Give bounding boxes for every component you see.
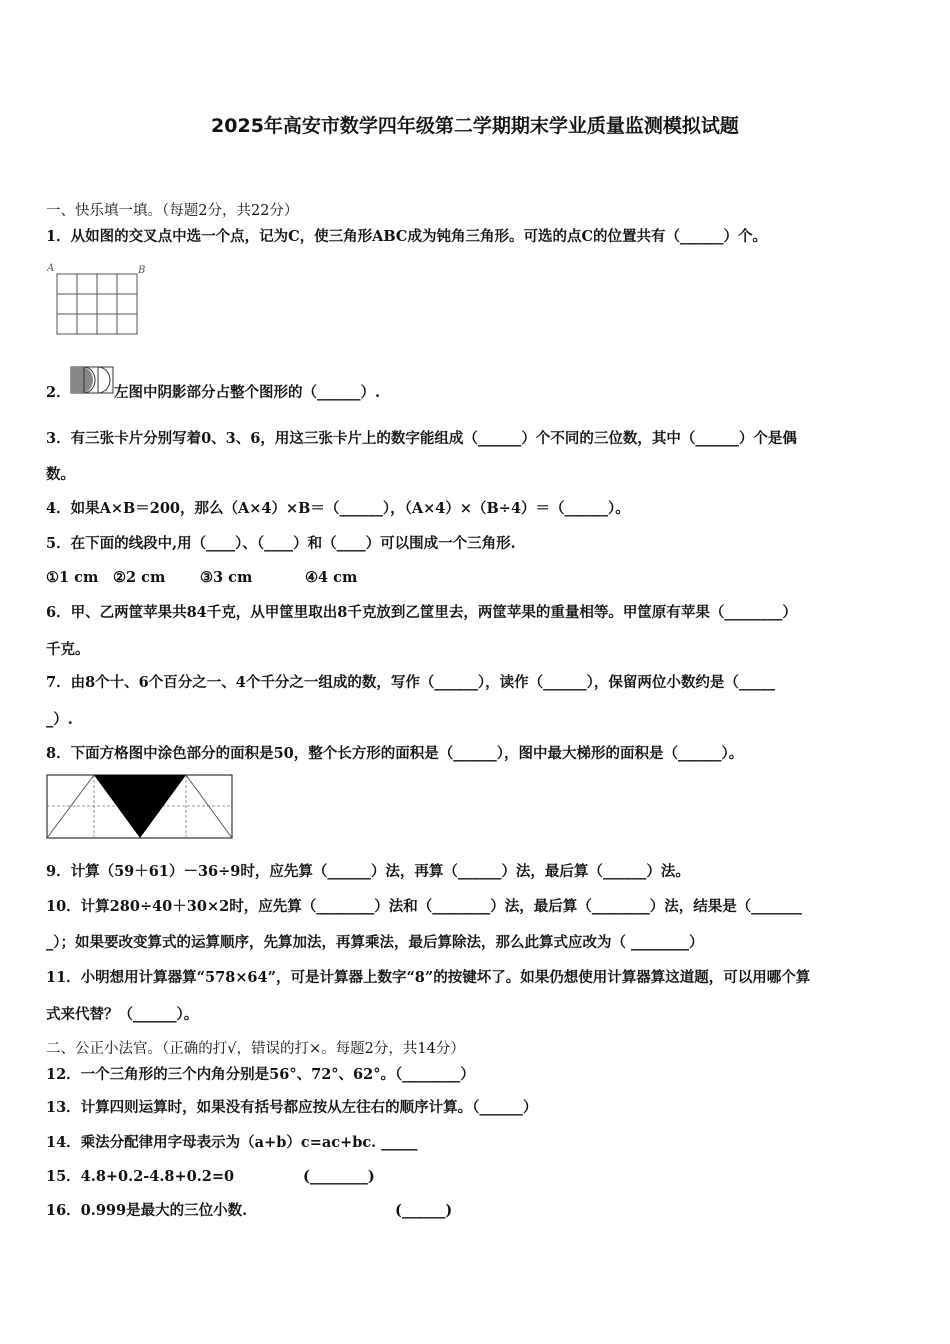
question-11-line1: 11．小明想用计算器算“578×64”，可是计算器上数字“8”的按键坏了。如果仍想使用计算器算这道题，可以用哪个算 xyxy=(46,969,811,986)
question-16: 16．0.999是最大的三位小数. xyxy=(46,1202,248,1219)
question-16-blank: (______) xyxy=(395,1202,453,1219)
option-4: ④4 cm xyxy=(305,569,358,586)
question-10-line2: _）；如果要改变算式的运算顺序，先算加法，再算乘法，最后算除法，那么此算式应改为（ ________） xyxy=(46,934,704,951)
question-2: 左图中阴影部分占整个图形的（______）. xyxy=(114,384,381,401)
grid-figure xyxy=(46,260,146,338)
question-4: 4．如果A×B＝200，那么（A×4）×B＝（______），（A×4）×（B÷4）＝（______）。 xyxy=(46,500,630,517)
rectangle-figure xyxy=(46,774,234,840)
section-2-heading: 二、公正小法官。（正确的打√，错误的打×。每题2分，共14分） xyxy=(46,1041,465,1057)
question-11-line2: 式来代替？（______）。 xyxy=(46,1006,199,1023)
section-1-heading: 一、快乐填一填。（每题2分，共22分） xyxy=(46,203,299,219)
question-2-number: 2． xyxy=(46,384,71,401)
question-1: 1．从如图的交叉点中选一个点，记为C，使三角形ABC成为钝角三角形。可选的点C的位置共有（______）个。 xyxy=(46,228,767,245)
question-7-line1: 7．由8个十、6个百分之一、4个千分之一组成的数，写作（______），读作（______），保留两位小数约是（_____ xyxy=(46,674,776,691)
question-8: 8．下面方格图中涂色部分的面积是50，整个长方形的面积是（______），图中最大梯形的面积是（______）。 xyxy=(46,745,744,762)
question-7-line2: _）. xyxy=(46,711,73,728)
question-5: 5．在下面的线段中,用（____）、（____）和（____）可以围成一个三角形. xyxy=(46,535,516,552)
question-9: 9．计算（59＋61）－36÷9时，应先算（______）法，再算（______）法，最后算（______）法。 xyxy=(46,863,690,880)
question-12: 12．一个三角形的三个内角分别是56°、72°、62°。（________） xyxy=(46,1066,475,1083)
option-3: ③3 cm xyxy=(200,569,253,586)
question-3-line2: 数。 xyxy=(46,466,75,483)
question-15: 15．4.8+0.2-4.8+0.2=0 xyxy=(46,1168,235,1185)
question-15-blank: (________) xyxy=(303,1168,375,1185)
question-14: 14．乘法分配律用字母表示为（a+b）c=ac+bc. _____ xyxy=(46,1134,418,1151)
question-10-line1: 10．计算280÷40＋30×2时，应先算（________）法和（________）法，最后算（________）法，结果是（_______ xyxy=(46,898,802,915)
page-title: 2025年高安市数学四年级第二学期期末学业质量监测模拟试题 xyxy=(211,115,739,137)
question-3-line1: 3．有三张卡片分别写着0、3、6，用这三张卡片上的数字能组成（______）个不同的三位数，其中（______）个是偶 xyxy=(46,430,797,447)
option-2: ②2 cm xyxy=(113,569,166,586)
label-a: A xyxy=(47,263,55,274)
question-6-line1: 6．甲、乙两筐苹果共84千克，从甲筐里取出8千克放到乙筐里去，两筐苹果的重量相等。甲筐原有苹果（________） xyxy=(46,604,797,621)
question-6-line2: 千克。 xyxy=(46,641,90,658)
question-13: 13．计算四则运算时，如果没有括号都应按从左往右的顺序计算。（______） xyxy=(46,1099,538,1116)
shaded-figure xyxy=(70,366,114,394)
label-b: B xyxy=(138,265,146,276)
option-1: ①1 cm xyxy=(46,569,99,586)
